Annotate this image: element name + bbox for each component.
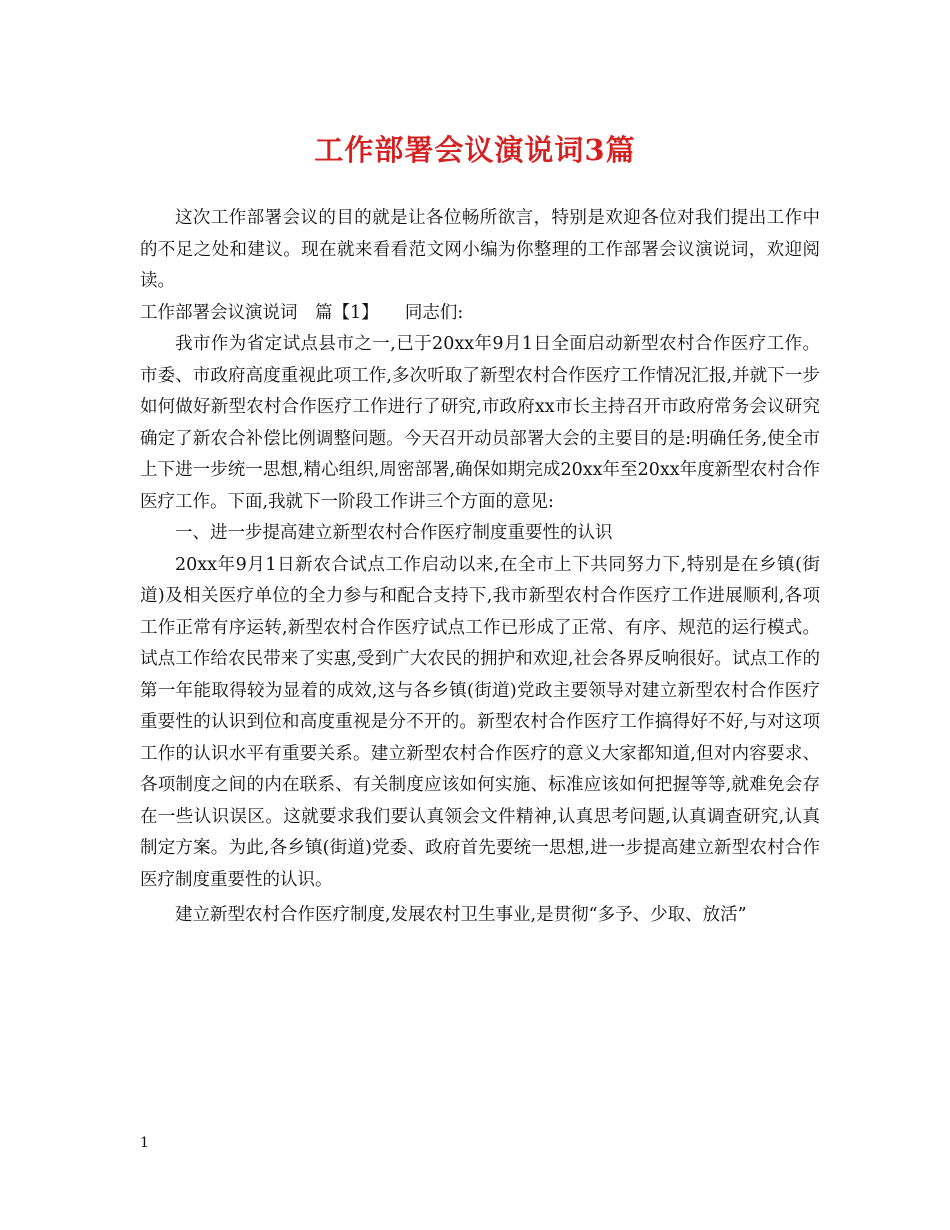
body-paragraph: 20xx年9月1日新农合试点工作启动以来,在全市上下共同努力下,特别是在乡镇(街道)及相关医疗单位的全力参与和配合支持下,我市新型农村合作医疗工作进展顺利,各项工作正常有序运转,新型农村合作医疗试点工作已形成了正常、有序、规范的运行模式。试点工作给农民带来了实惠,受到广大农民的拥护和欢迎,社会各界反响很好。试点工作的第一年能取得较为显着的成效,这与各乡镇(街道)党政主要领导对建立新型农村合作医疗重要性的认识到位和高度重视是分不开的。新型农村合作医疗工作搞得好不好,与对这项工作的认识水平有重要关系。建立新型农村合作医疗的意义大家都知道,但对内容要求、各项制度之间的内在联系、有关制度应该如何实施、标准应该如何把握等等,就难免会存在一些认识误区。这就要求我们要认真领会文件精神,认真思考问题,认真调查研究,认真制定方案。为此,各乡镇(街道)党委、政府首先要统一思想,进一步提高建立新型农村合作医疗制度重要性的认识。 [140, 554, 820, 890]
document-body [140, 203, 820, 932]
section-heading-line: 工作部署会议演说词 篇【1】 同志们: [140, 302, 464, 323]
body-paragraph: 建立新型农村合作医疗制度,发展农村卫生事业,是贯彻“多予、少取、放活” [175, 905, 747, 925]
body-paragraph: 我市作为省定试点县市之一,已于20xx年9月1日全面启动新型农村合作医疗工作。市委、市政府高度重视此项工作,多次听取了新型农村合作医疗工作情况汇报,并就下一步如何做好新型农村合作医疗工作进行了研究,市政府xx市长主持召开市政府常务会议研究确定了新农合补偿比例调整问题。今天召开动员部署大会的主要目的是:明确任务,使全市上下进一步统一思想,精心组织,周密部署,确保如期完成20xx年至20xx年度新型农村合作医疗工作。下面,我就下一阶段工作讲三个方面的意见: [140, 334, 820, 512]
page-number: 1 [140, 1135, 149, 1151]
document-title: 工作部署会议演说词3篇 [314, 133, 636, 167]
subsection-heading: 一、进一步提高建立新型农村合作医疗制度重要性的认识 [175, 523, 613, 543]
intro-paragraph: 这次工作部署会议的目的就是让各位畅所欲言，特别是欢迎各位对我们提出工作中的不足之处和建议。现在就来看看范文网小编为你整理的工作部署会议演说词，欢迎阅读。 [140, 208, 820, 291]
